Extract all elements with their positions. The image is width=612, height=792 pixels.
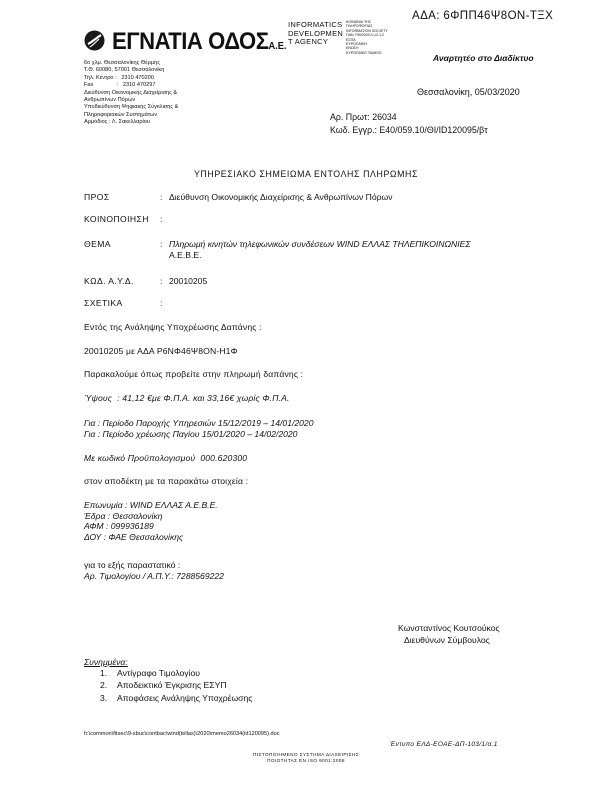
signatory-name: Κωνσταντίνος Κουτσούκος xyxy=(398,623,500,633)
company-suffix: Α.Ε. xyxy=(268,41,287,52)
address-line: Πληροφοριακών Συστημάτων xyxy=(84,111,158,118)
document-title: ΥΠΗΡΕΣΙΑΚΟ ΣΗΜΕΙΩΜΑ ΕΝΤΟΛΗΣ ΠΛΗΡΩΜΗΣ xyxy=(193,169,419,179)
address-line: Ανθρωπίνων Πόρων xyxy=(84,97,136,104)
payee-name: Επωνυμία : WIND ΕΛΛΑΣ Α.Ε.Β.Ε. xyxy=(84,500,218,510)
attachment-text: Αποδεικτικό Έγκρισης ΕΣΥΠ xyxy=(117,680,227,691)
address-line: Τηλ. Κέντρο : 2310 470200 xyxy=(84,74,154,81)
subject-line: Α.Ε.Β.Ε. xyxy=(169,249,202,260)
informatics-agency-block xyxy=(288,21,343,47)
payee-doy: ΔΟΥ : ΦΑΕ Θεσσαλονίκης xyxy=(84,531,184,542)
tiny-line: ΚΟΙΝΩΝΙΑ ΤΗΣ xyxy=(346,20,372,24)
field-colon: : xyxy=(160,276,163,286)
informatics-line: INFORMATICS xyxy=(288,20,343,29)
ada-number: ΑΔΑ: 6ΦΠΠ46Ψ8ΟΝ-ΤΞΧ xyxy=(412,10,554,22)
attachment-item xyxy=(100,667,252,679)
registry-code: Κωδ. Εγγρ.: Ε40/059.10/ΘΙ/ΙD120095/βτ xyxy=(330,124,488,135)
address-line: Αρμόδιος : Λ. Σακελλαρίου xyxy=(84,119,150,126)
invoice-block xyxy=(84,560,224,581)
commitment-reference: 20010205 με ΑΔΑ Ρ6ΝΦ46Ψ8ΟΝ-Η1Φ xyxy=(84,346,238,356)
attachment-number: 3. xyxy=(100,692,108,703)
cc-label: ΚΟΙΝΟΠΟΙΗΣΗ xyxy=(84,214,149,224)
attachment-text: Αντίγραφο Τιμολογίου xyxy=(117,668,200,678)
information-society-block xyxy=(346,20,388,55)
attachment-text: Αποφάσεις Ανάληψης Υποχρέωσης xyxy=(117,692,253,703)
payee-details xyxy=(84,500,218,542)
subject-line: Πληρωμή κινητών τηλεφωνικών συνδέσεων WIND ΕΛΛΑΣ ΤΗΛΕΠΙΚΟΙΝΩΝΙΕΣ xyxy=(169,239,471,249)
informatics-line: DEVELOPMEN xyxy=(288,28,344,38)
form-code: Έντυπο ΕΛΔ-ΕΟΑΕ-ΔΠ-103/1/α.1 xyxy=(390,741,498,748)
to-label: ΠΡΟΣ xyxy=(84,192,110,202)
sender-address-block xyxy=(84,60,178,127)
attachment-number: 1. xyxy=(100,668,108,678)
payment-request: Παρακαλούμε όπως προβείτε στην πληρωμή δαπάνης : xyxy=(84,369,304,379)
tiny-line: ΕΥΡΩΠΑΪΚΗ xyxy=(346,42,367,47)
related-label: ΣΧΕΤΙΚΑ xyxy=(84,298,123,308)
tiny-line: ΕΣΠΑ xyxy=(346,37,356,42)
signature-block xyxy=(398,622,500,647)
payee-afm: ΑΦΜ : 099936189 xyxy=(84,521,154,532)
company-name: ΕΓΝΑΤΙΑ ΟΔΟΣ xyxy=(112,28,269,55)
attachment-number: 2. xyxy=(100,680,108,691)
footer-line: ΠΟΙΟΤΗΤΑΣ ΕΝ ISO 9001:2008 xyxy=(267,758,345,764)
address-line: 6ο χλμ. Θεσσαλονίκης Θέρμης xyxy=(84,60,160,66)
payee-intro: στον αποδέκτη με τα παρακάτω στοιχεία : xyxy=(84,476,249,486)
tiny-line: ΕΝΩΣΗ xyxy=(346,46,359,51)
field-colon: : xyxy=(160,192,163,202)
internet-posting-label: Αναρτητέο στο Διαδίκτυο xyxy=(433,53,534,63)
field-colon: : xyxy=(160,239,163,249)
document-date: Θεσσαλονίκη, 05/03/2020 xyxy=(417,87,520,97)
company-logo-text xyxy=(112,28,286,56)
payment-amount: Ύψους : 41,12 €με Φ.Π.Α. και 33,16€ χωρίς Φ.Π.Α. xyxy=(84,393,290,403)
egnatia-logo-icon xyxy=(84,30,105,51)
quality-certification-footer xyxy=(0,752,612,764)
address-line: Διεύθυνση Οικονομικής Διαχείρισης & xyxy=(84,89,178,96)
field-colon: : xyxy=(160,298,163,308)
address-line: Fax : 2310 470297 xyxy=(84,82,156,89)
period-fee: Για : Περίοδο χρέωσης Παγίου 15/01/2020 – 14/02/2020 xyxy=(84,428,298,439)
subject-label: ΘΕΜΑ xyxy=(84,239,111,249)
tiny-line: ΕΥΡΩΠΑΪΚΟ ΤΑΜΕΙΟ xyxy=(346,50,382,55)
invoice-number: Αρ. Τιμολογίου / Α.Π.Υ.: 7288569222 xyxy=(84,570,224,581)
signatory-title: Διευθύνων Σύμβουλος xyxy=(404,635,490,646)
informatics-line: T AGENCY xyxy=(288,37,329,47)
tiny-line: INFORMATION SOCIETY xyxy=(346,28,388,33)
kae-value: 20010205 xyxy=(169,276,208,286)
protocol-block xyxy=(330,111,488,136)
kae-label: ΚΩΔ. Α.Υ.Δ. xyxy=(84,276,134,286)
address-line: Τ.Θ. 60080, 57001 Θεσσαλονίκη xyxy=(84,67,165,74)
period-block xyxy=(84,418,314,439)
period-service: Για : Περίοδο Παροχής Υπηρεσιών 15/12/2019 – 14/01/2020 xyxy=(84,418,314,428)
subject-value xyxy=(169,239,471,260)
to-value: Διεύθυνση Οικονομικής Διαχείρισης & Ανθρωπίνων Πόρων xyxy=(169,192,393,202)
protocol-number: Αρ. Πρωτ: 26034 xyxy=(330,112,397,122)
address-line: Υποδιεύθυνση Ψηφιακής Σύγκλισης & xyxy=(84,104,179,111)
document-intro: για το εξής παραστατικό : xyxy=(84,560,181,570)
file-path: h:\common\fitsec\9-sbuc\contbac\wind(tellas)\2020\memo26034(id120095).doc xyxy=(84,731,280,737)
field-colon: : xyxy=(160,214,163,224)
commitment-intro: Εντός της Ανάληψης Υποχρέωσης Δαπάνης : xyxy=(84,322,262,332)
footer-line: ΠΙΣΤΟΠΟΙΗΜΕΝΟ ΣΥΣΤΗΜΑ ΔΙΑΧΕΙΡΙΣΗΣ xyxy=(252,752,359,757)
tiny-line: ΠΑΝ 799/2003 Λ-12-1.2 xyxy=(346,33,385,38)
attachments-title: Συνημμένα: xyxy=(84,657,128,667)
budget-code: Με κωδικό Προϋπολογισμού 000.620300 xyxy=(84,453,248,463)
tiny-line: ΠΛΗΡΟΦΟΡΙΑΣ xyxy=(346,24,373,29)
payee-seat: Έδρα : Θεσσαλονίκη xyxy=(84,510,163,521)
attachment-item xyxy=(100,692,252,704)
attachment-item xyxy=(100,679,252,691)
attachments-list xyxy=(100,667,252,704)
